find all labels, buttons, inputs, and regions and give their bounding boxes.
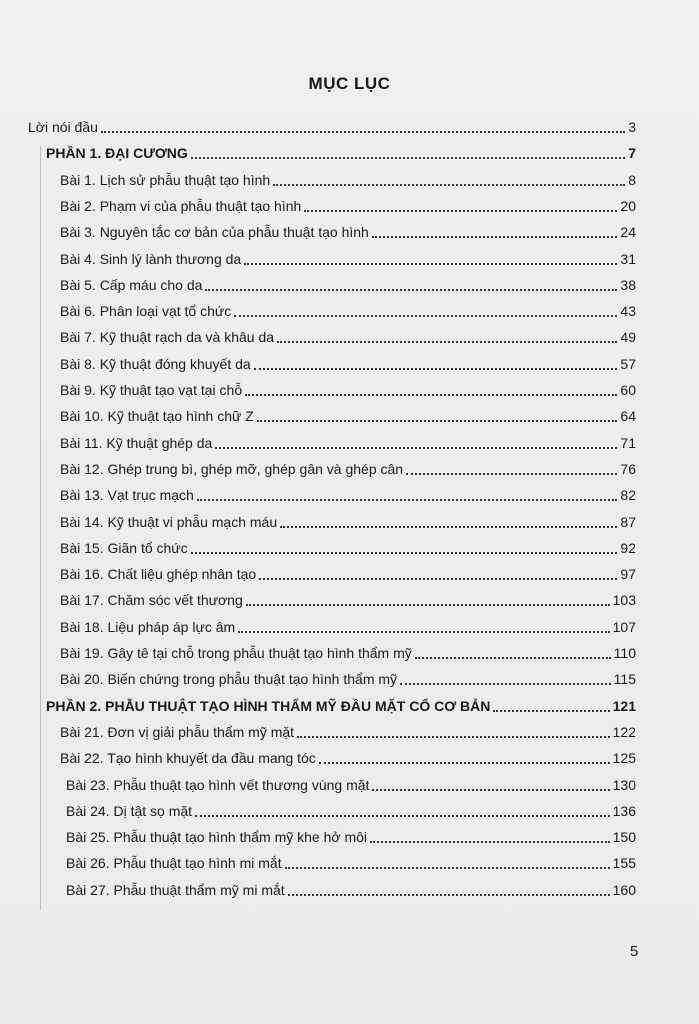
toc-entry-page: 8 [628, 172, 636, 188]
toc-entry-page: 121 [612, 698, 636, 714]
toc-entry-label: Bài 1. Lịch sử phẫu thuật tạo hình [60, 172, 271, 188]
dot-leader [101, 131, 625, 133]
dot-leader [259, 578, 617, 580]
toc-entry-row [60, 381, 636, 399]
toc-entry-row [60, 171, 636, 189]
dot-leader [215, 447, 617, 449]
toc-entry-label: PHẦN 1. ĐẠI CƯƠNG [46, 145, 188, 161]
dot-leader [245, 394, 617, 396]
toc-entry-label: Bài 6. Phân loại vạt tổ chức [60, 303, 232, 319]
toc-entry-page: 49 [620, 329, 636, 345]
toc-entry-row [60, 276, 636, 294]
toc-entry-page: 60 [620, 382, 636, 398]
toc-entry-label: Bài 17. Chăm sóc vết thương [60, 592, 243, 608]
toc-entry-label: Lời nói đầu [28, 119, 98, 135]
toc-entry-page: 107 [612, 619, 636, 635]
toc-entry-page: 125 [612, 750, 636, 766]
toc-entry-row [60, 513, 636, 531]
toc-entry-label: Bài 19. Gây tê tại chỗ trong phẫu thuật tạo hình thẩm mỹ [60, 645, 412, 661]
toc-entry-label: Bài 20. Biến chứng trong phẫu thuật tạo hình thẩm mỹ [60, 671, 398, 687]
toc-entry-label: Bài 5. Cấp máu cho da [60, 277, 203, 293]
dot-leader [238, 631, 609, 633]
toc-entry-page: 122 [612, 724, 636, 740]
toc-entry-page: 76 [620, 461, 636, 477]
toc-entry-row [28, 118, 636, 136]
dot-leader [406, 473, 617, 475]
toc-entry-row [60, 644, 636, 662]
toc-entry-page: 155 [612, 855, 636, 871]
dot-leader [493, 710, 609, 712]
dot-leader [319, 762, 610, 764]
toc-entry-row [60, 197, 636, 215]
toc-entry-page: 43 [620, 303, 636, 319]
toc-section-row [46, 144, 636, 162]
toc-entry-label: Bài 15. Giãn tổ chức [60, 540, 188, 556]
toc-entry-label: Bài 24. Dị tật sọ mặt [66, 803, 193, 819]
toc-entry-row [60, 328, 636, 346]
dot-leader [246, 604, 610, 606]
dot-leader [285, 867, 610, 869]
dot-leader [273, 184, 625, 186]
toc-entry-label: Bài 14. Kỹ thuật vi phẫu mạch máu [60, 514, 278, 530]
toc-entry-page: 110 [613, 645, 636, 661]
dot-leader [370, 841, 610, 843]
toc-entry-row [60, 250, 636, 268]
toc-entry-label: Bài 7. Kỹ thuật rạch da và khâu da [60, 329, 275, 345]
toc-entry-row [60, 618, 636, 636]
toc-entry-page: 92 [620, 540, 636, 556]
toc-entry-page: 7 [628, 145, 636, 161]
toc-entry-page: 97 [620, 566, 636, 582]
dot-leader [191, 552, 618, 554]
toc-entry-page: 64 [620, 408, 636, 424]
toc-entry-row [66, 776, 636, 794]
toc-entry-label: Bài 23. Phẫu thuật tạo hình vết thương vùng mặt [66, 777, 370, 793]
toc-entry-page: 103 [612, 592, 636, 608]
toc-entry-row [60, 434, 636, 452]
toc-entry-row [60, 302, 636, 320]
dot-leader [288, 894, 610, 896]
toc-entry-label: Bài 3. Nguyên tắc cơ bản của phẫu thuật tạo hình [60, 224, 369, 240]
dot-leader [277, 341, 617, 343]
toc-entry-row [60, 539, 636, 557]
toc-entry-page: 20 [620, 198, 636, 214]
toc-entry-row [60, 486, 636, 504]
page-title: MỤC LỤC [308, 74, 391, 93]
toc-entry-label: Bài 25. Phẫu thuật tạo hình thẩm mỹ khe hở môi [66, 829, 368, 845]
dot-leader [400, 683, 611, 685]
dot-leader [197, 499, 618, 501]
toc-entry-label: Bài 26. Phẫu thuật tạo hình mi mắt [66, 855, 282, 871]
toc-entry-page: 136 [612, 803, 636, 819]
toc-entry-page: 150 [612, 829, 636, 845]
toc-entry-label: Bài 8. Kỹ thuật đóng khuyết da [60, 356, 251, 372]
toc-entry-label: Bài 18. Liệu pháp áp lực âm [60, 619, 236, 635]
toc-entry-page: 24 [620, 224, 636, 240]
toc-entry-label: PHẦN 2. PHẪU THUẬT TẠO HÌNH THẨM MỸ ĐẦU MẶT CỔ CƠ BẢN [46, 698, 491, 714]
toc-entry-row [60, 407, 636, 425]
toc-entry-label: Bài 2. Phạm vi của phẫu thuật tạo hình [60, 198, 302, 214]
dot-leader [280, 526, 617, 528]
dot-leader [191, 157, 625, 159]
dot-leader [244, 263, 617, 265]
toc-entry-row [60, 723, 636, 741]
toc-entry-page: 87 [620, 514, 636, 530]
toc-entry-row [66, 828, 636, 846]
dot-leader [257, 420, 618, 422]
toc-entry-page: 115 [613, 671, 636, 687]
toc-entry-label: Bài 11. Kỹ thuật ghép da [60, 435, 213, 451]
toc-entry-label: Bài 27. Phẫu thuật thẩm mỹ mi mắt [66, 882, 285, 898]
dot-leader [195, 815, 610, 817]
toc-entry-page: 71 [620, 435, 636, 451]
toc-entry-label: Bài 13. Vạt trục mạch [60, 487, 194, 503]
toc-entry-label: Bài 12. Ghép trung bì, ghép mỡ, ghép gân và ghép cân [60, 461, 404, 477]
toc-entry-row [66, 881, 636, 899]
dot-leader [254, 368, 618, 370]
page-number: 5 [630, 943, 639, 960]
toc-entry-row [60, 749, 636, 767]
toc-entry-page: 31 [620, 251, 636, 267]
toc-entry-row [60, 670, 636, 688]
dot-leader [372, 789, 609, 791]
toc-entry-page: 57 [620, 356, 636, 372]
toc-entry-row [60, 565, 636, 583]
dot-leader [205, 289, 617, 291]
toc-entry-row [60, 355, 636, 373]
toc-entry-page: 82 [620, 487, 636, 503]
dot-leader [372, 236, 618, 238]
toc-entry-label: Bài 22. Tạo hình khuyết da đầu mang tóc [60, 750, 316, 766]
toc-entry-page: 130 [612, 777, 636, 793]
toc-entry-label: Bài 10. Kỹ thuật tạo hình chữ Z [60, 408, 254, 424]
dot-leader [415, 657, 611, 659]
toc-entry-row [60, 460, 636, 478]
toc-entry-row [60, 591, 636, 609]
toc-entry-page: 3 [628, 119, 636, 135]
toc-entry-row [66, 802, 636, 820]
dot-leader [304, 210, 617, 212]
toc-entry-row [66, 854, 636, 872]
toc-entry-page: 38 [620, 277, 636, 293]
toc-entry-label: Bài 9. Kỹ thuật tạo vạt tại chỗ [60, 382, 243, 398]
toc-section-row [46, 697, 636, 715]
toc-entry-label: Bài 21. Đơn vị giải phẫu thẩm mỹ mặt [60, 724, 295, 740]
toc-entry-page: 160 [612, 882, 636, 898]
toc-entry-row [60, 223, 636, 241]
toc-entry-label: Bài 16. Chất liệu ghép nhân tạo [60, 566, 257, 582]
toc-entry-label: Bài 4. Sinh lý lành thương da [60, 251, 242, 267]
dot-leader [297, 736, 610, 738]
dot-leader [234, 315, 617, 317]
